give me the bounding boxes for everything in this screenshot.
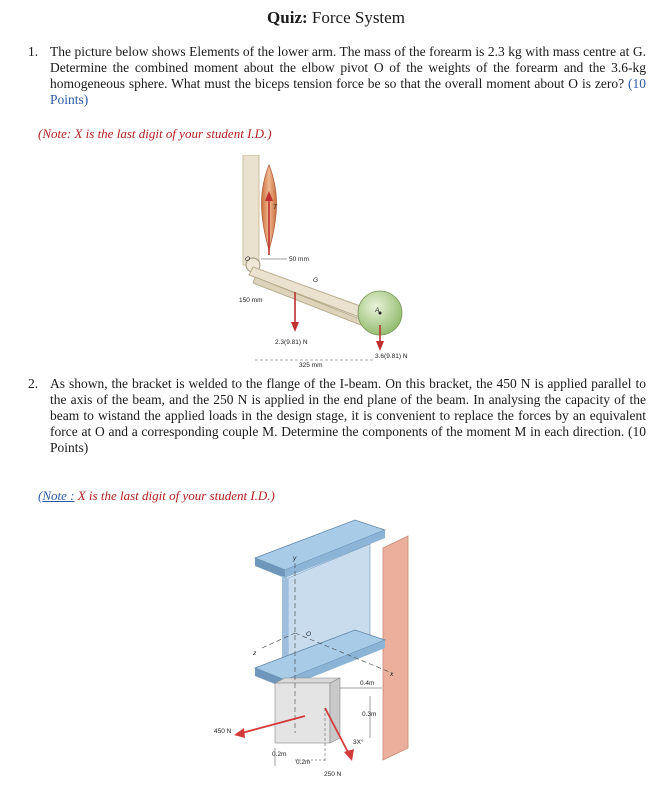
label-325mm: 325 mm: [299, 362, 323, 369]
label-04m: 0.4m: [360, 680, 375, 687]
label-forearm-weight: 2.3(9.81) N: [275, 339, 308, 346]
label-y: y: [293, 555, 297, 562]
forearm-figure: [225, 155, 435, 370]
q2-note-open: (: [38, 488, 43, 503]
label-T: T: [273, 204, 277, 211]
q2-note-link: Note :: [42, 488, 75, 503]
force-450-arrowhead: [234, 728, 245, 738]
label-x: x: [390, 671, 394, 678]
label-450N: 450 N: [214, 728, 232, 735]
label-50mm: 50 mm: [289, 256, 309, 263]
label-z: z: [253, 650, 257, 657]
q1-number: 1.: [28, 44, 39, 59]
wall-plate: [383, 536, 408, 760]
title-bold: Quiz:: [267, 8, 308, 27]
label-G: G: [313, 277, 319, 284]
humerus: [243, 155, 259, 265]
q1-text: [50, 44, 646, 108]
q2-points: (10 Points): [50, 424, 646, 455]
q2-number: 2.: [28, 376, 39, 391]
label-O: O: [245, 256, 251, 263]
label-03m: 0.3m: [362, 711, 377, 718]
q1-body: The picture below shows Elements of the lower arm. The mass of the forearm is 2.3 kg with mass centre at G. Determine the combined moment about the elbow pivot O of the weights of the forearm and the 3.6-kg homogeneous sphere. What must the biceps tension force be so that the overall moment about O is zero?: [50, 44, 646, 91]
label-A: A: [375, 307, 380, 314]
bracket-top: [275, 678, 340, 683]
title-rest: Force System: [307, 8, 405, 27]
q2-note: [38, 488, 275, 504]
q1-note: (Note: X is the last digit of your student I.D.): [38, 126, 272, 141]
q1-points: (10 Points): [50, 76, 646, 107]
label-250N: 250 N: [324, 771, 342, 778]
bracket-body: [275, 683, 330, 743]
forearm-bones-lower: [253, 277, 375, 329]
label-02m-a: 0.2m: [272, 751, 287, 758]
label-150mm: 150 mm: [239, 297, 263, 304]
q2-text: [50, 376, 646, 456]
label-O-2: O: [306, 631, 312, 638]
sphere-weight-arrowhead: [376, 341, 384, 351]
ibeam-figure: [200, 508, 445, 798]
force-250-arrowhead: [344, 749, 354, 761]
q2-body: As shown, the bracket is welded to the flange of the I-beam. On this bracket, the 450 N is applied parallel to the axis of the beam, and the 250 N is applied in the end plane of the beam. In analysing the capacity of the beam to wistand the applied loads in the design stage, it is convenient to replace the forces by an equivalent force at O and a corresponding couple M. Determine the components of the moment M in each direction.: [50, 376, 646, 439]
label-angle-3X: 3X°: [353, 739, 364, 746]
forearm-weight-arrowhead: [291, 322, 299, 332]
page-title: [0, 8, 672, 28]
q2-note-rest: X is the last digit of your student I.D.): [74, 488, 275, 503]
label-sphere-weight: 3.6(9.81) N: [375, 353, 408, 360]
label-02m-b: 0.2m: [296, 759, 311, 766]
